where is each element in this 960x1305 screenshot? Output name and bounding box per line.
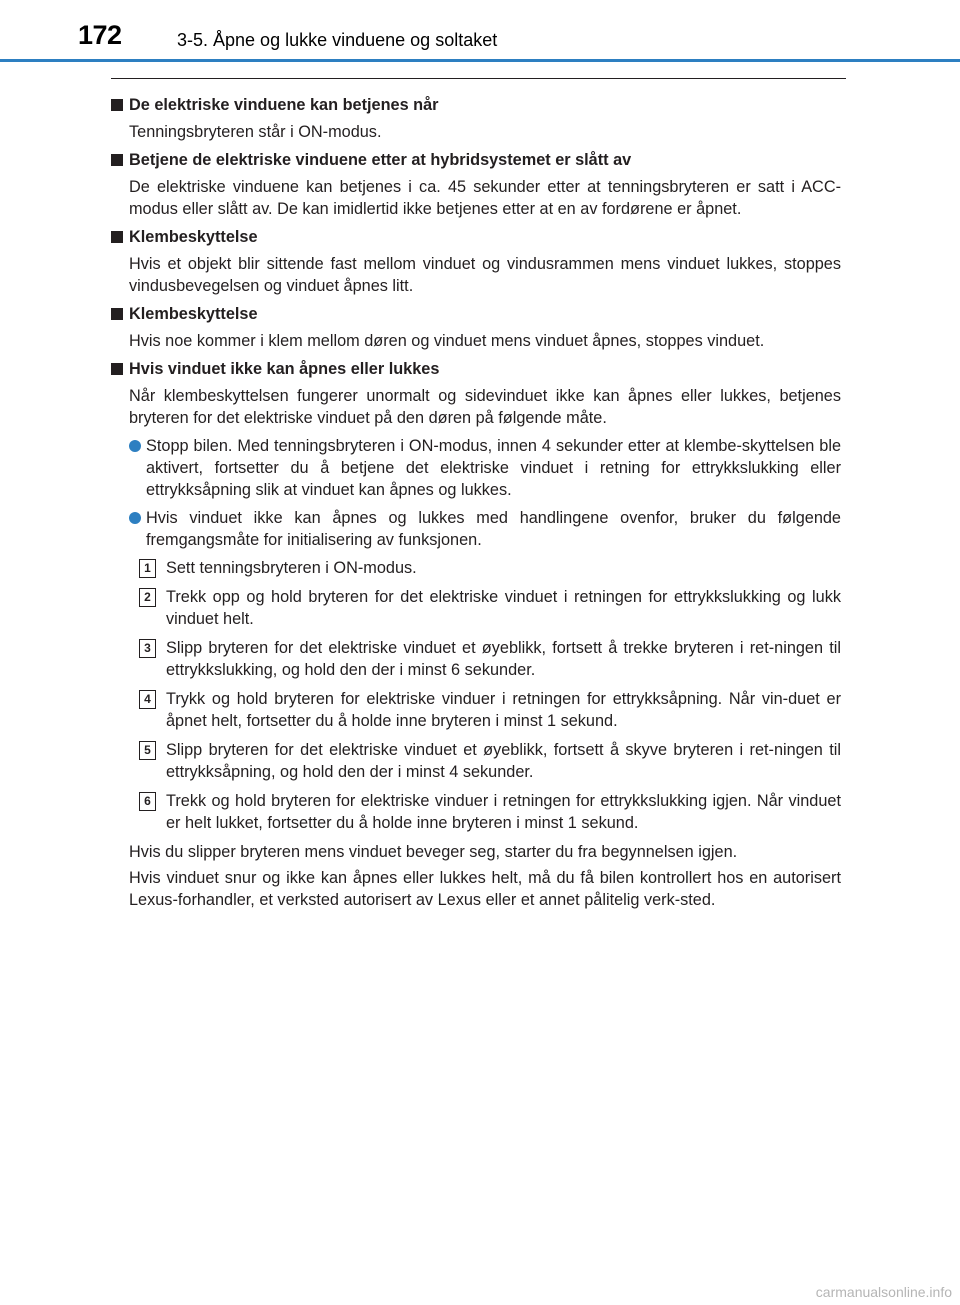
- step-text: Trykk og hold bryteren for elektriske vinduer i retningen for ettrykksåpning. Når vin-duet er åpnet helt, fortsetter du å holde inne bryteren i minst 1 sekund.: [166, 690, 841, 730]
- section-heading-text: De elektriske vinduene kan betjenes når: [129, 96, 439, 114]
- square-bullet-icon: [111, 154, 123, 166]
- square-bullet-icon: [111, 363, 123, 375]
- step-text: Slipp bryteren for det elektriske vinduet et øyeblikk, fortsett å skyve bryteren i ret-ningen til ettrykksåpning, og hold den der i minst 4 sekunder.: [166, 741, 841, 781]
- section-3: [111, 226, 841, 297]
- step-number-badge: 5: [139, 741, 156, 760]
- step-number-badge: 3: [139, 639, 156, 658]
- step-item: [139, 739, 841, 783]
- section-heading: [111, 226, 841, 248]
- section-heading: [111, 358, 841, 380]
- step-number-badge: 6: [139, 792, 156, 811]
- bullet-text: Hvis vinduet ikke kan åpnes og lukkes med handlingene ovenfor, bruker du følgende fremgangsmåte for initialisering av funksjonen.: [146, 509, 841, 549]
- square-bullet-icon: [111, 308, 123, 320]
- section-5: [111, 358, 841, 911]
- section-text: Når klembeskyttelsen fungerer unormalt og sidevinduet ikke kan åpnes eller lukkes, betjenes bryteren for det elektriske vinduet på den døren på følgende måte.: [129, 387, 841, 427]
- section-heading-text: Hvis vinduet ikke kan åpnes eller lukkes: [129, 360, 440, 378]
- section-text: Hvis noe kommer i klem mellom døren og vinduet mens vinduet åpnes, stoppes vinduet.: [129, 332, 765, 350]
- square-bullet-icon: [111, 231, 123, 243]
- section-heading: [111, 149, 841, 171]
- watermark: carmanualsonline.info: [815, 1284, 952, 1300]
- page-number: 172: [78, 20, 122, 50]
- header-rule: [0, 59, 960, 62]
- section-2: [111, 149, 841, 220]
- section-text: De elektriske vinduene kan betjenes i ca. 45 sekunder etter at tenningsbryteren er satt i ACC-modus eller slått av. De kan imidlertid ikke betjenes etter at en av fordørene er åpnet.: [129, 178, 841, 218]
- section-heading: [111, 303, 841, 325]
- section-title: 3-5. Åpne og lukke vinduene og soltaket: [177, 30, 498, 50]
- step-text: Sett tenningsbryteren i ON-modus.: [166, 559, 417, 577]
- bullet-item: [129, 435, 841, 501]
- section-heading-text: Klembeskyttelse: [129, 305, 258, 323]
- note-text: Hvis vinduet snur og ikke kan åpnes eller lukkes helt, må du få bilen kontrollert hos en autorisert Lexus-forhandler, et verksted autorisert av Lexus eller et annet pålitelig verk-sted.: [129, 869, 841, 909]
- circle-bullet-icon: [129, 512, 141, 524]
- step-number-badge: 1: [139, 559, 156, 578]
- step-text: Trekk og hold bryteren for elektriske vinduer i retningen for ettrykkslukking igjen. Når vinduet er helt lukket, fortsetter du å holde inne bryteren i minst 1 sekund.: [166, 792, 841, 832]
- square-bullet-icon: [111, 99, 123, 111]
- circle-bullet-icon: [129, 440, 141, 452]
- step-number-badge: 2: [139, 588, 156, 607]
- step-item: [139, 790, 841, 834]
- section-text: Tenningsbryteren står i ON-modus.: [129, 123, 382, 141]
- step-item: [139, 637, 841, 681]
- step-item: [139, 586, 841, 630]
- step-text: Trekk opp og hold bryteren for det elektriske vinduet i retningen for ettrykkslukking og lukk vinduet helt.: [166, 588, 841, 628]
- bullet-item: [129, 507, 841, 551]
- section-heading-text: Betjene de elektriske vinduene etter at hybridsystemet er slått av: [129, 151, 632, 169]
- step-item: [139, 688, 841, 732]
- note-text: Hvis du slipper bryteren mens vinduet beveger seg, starter du fra begynnelsen igjen.: [129, 843, 738, 861]
- step-list: [139, 557, 841, 834]
- section-heading-text: Klembeskyttelse: [129, 228, 258, 246]
- section-text: Hvis et objekt blir sittende fast mellom vinduet og vindusrammen mens vinduet lukkes, stoppes vindusbevegelsen og vinduet åpnes litt.: [129, 255, 841, 295]
- page-content: [111, 94, 841, 917]
- section-heading: [111, 94, 841, 116]
- page-header: [0, 0, 960, 64]
- content-divider: [111, 78, 846, 79]
- step-item: [139, 557, 841, 579]
- step-text: Slipp bryteren for det elektriske vinduet et øyeblikk, fortsett å trekke bryteren i ret-ningen til ettrykkslukking, og hold den der i minst 6 sekunder.: [166, 639, 841, 679]
- section-1: [111, 94, 841, 143]
- section-4: [111, 303, 841, 352]
- bullet-text: Stopp bilen. Med tenningsbryteren i ON-modus, innen 4 sekunder etter at klembe-skyttelsen ble aktivert, fortsetter du å betjene det elektriske vinduet i retning for ettrykkslukking eller ettrykksåpning slik at vinduet kan åpnes og lukkes.: [146, 437, 841, 499]
- step-number-badge: 4: [139, 690, 156, 709]
